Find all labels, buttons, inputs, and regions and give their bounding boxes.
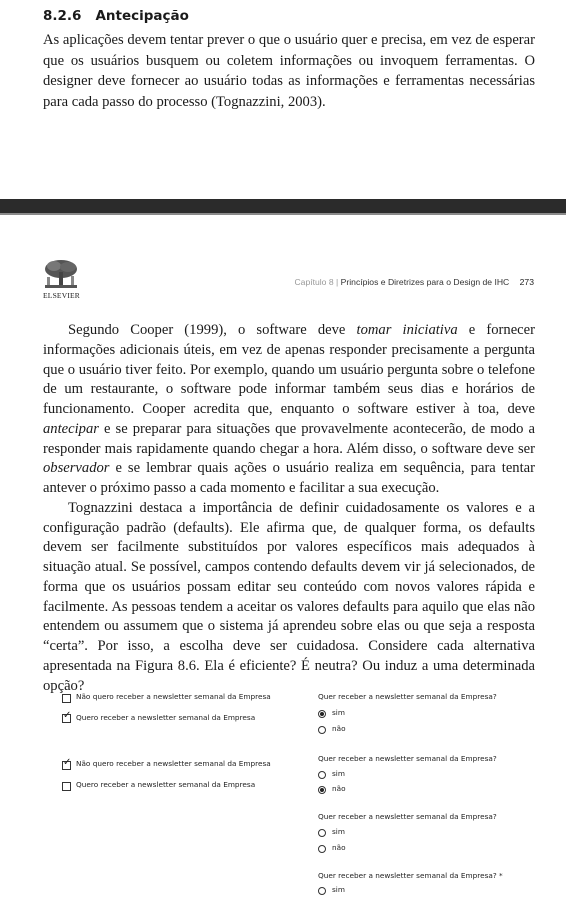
- radio-sim[interactable]: [318, 771, 326, 779]
- radio-label: não: [332, 724, 346, 733]
- radio-label: não: [332, 784, 346, 793]
- radio-label: não: [332, 843, 346, 852]
- chapter-title: Princípios e Diretrizes para o Design de IHC: [340, 277, 510, 287]
- radio-nao[interactable]: [318, 726, 326, 734]
- radio-label: sim: [332, 769, 345, 778]
- section-heading: [43, 8, 189, 24]
- body-text: [43, 321, 535, 696]
- page-separator: [0, 199, 566, 213]
- radio-sim[interactable]: [318, 887, 326, 895]
- checkbox-label: Não quero receber a newsletter semanal da Empresa: [76, 692, 271, 701]
- radio-sim[interactable]: [318, 829, 326, 837]
- publisher-name: ELSEVIER: [43, 291, 81, 300]
- radio-sim[interactable]: [318, 710, 326, 718]
- radio-nao[interactable]: [318, 845, 326, 853]
- radio-question: Quer receber a newsletter semanal da Empresa?: [318, 812, 497, 821]
- radio-question: Quer receber a newsletter semanal da Empresa? *: [318, 871, 503, 880]
- radio-label: sim: [332, 708, 345, 717]
- checkbox-label: Quero receber a newsletter semanal da Empresa: [76, 780, 256, 789]
- intro-paragraph: As aplicações devem tentar prever o que o usuário quer e precisa, em vez de esperar que os usuários busquem ou coletem informações ou invoquem ferramentas. O designer deve fornecer ao usuário todas as informações e ferramentas necessárias para cada passo do processo (Tognazzini, 2003).: [43, 32, 535, 110]
- checkbox-opt-out[interactable]: [62, 761, 71, 770]
- paragraph-tognazzini: Tognazzini destaca a importância de definir cuidadosamente os valores e a configuração padrão (defaults). Ele afirma que, de qualquer forma, os defaults devem ser facilmente substituídos por valores específicos mais adequados à situação atual. Se possível, campos contendo defaults devem vir já selecionados, de forma que os usuários possam editar seu conteúdo com novos valores rápida e facilmente. As pessoas tendem a aceitar os valores defaults para aquilo que elas não entendem ou assumem que o sistema já aprendeu sobre elas ou que seja a resposta “certa”. Por isso, a escolha deve ser cuidadosa. Considere cada alternativa apresentada na Figura 8.6. Ela é eficiente? É neutra? Ou induz a uma determinada opção?: [43, 499, 535, 694]
- radio-label: sim: [332, 885, 345, 894]
- radio-label: sim: [332, 827, 345, 836]
- radio-question: Quer receber a newsletter semanal da Empresa?: [318, 692, 497, 701]
- checkbox-label: Não quero receber a newsletter semanal da Empresa: [76, 759, 271, 768]
- section-title: Antecipação: [95, 8, 189, 24]
- checkbox-opt-out[interactable]: [62, 694, 71, 703]
- checkbox-opt-in[interactable]: [62, 714, 71, 723]
- radio-nao[interactable]: [318, 786, 326, 794]
- radio-question: Quer receber a newsletter semanal da Empresa?: [318, 754, 497, 763]
- page-separator-edge: [0, 213, 566, 215]
- page-number: 273: [519, 277, 534, 287]
- running-header: [294, 277, 534, 287]
- paragraph-cooper: Segundo Cooper (1999), o software deve tomar iniciativa e fornecer informações adicionais úteis, em vez de apenas responder precisamente a pergunta que o usuário tiver feito. Por exemplo, quando um usuário pergunta sobre o telefone de um restaurante, o software pode informar também seus dias e horários de funcionamento. Cooper acredita que, enquanto o software estiver à toa, deve antecipar e se preparar para situações que provavelmente acontecerão, de modo a responder mais rapidamente quando chegar a hora. Além disso, o software deve ser observador e se lembrar quais ações o usuário realiza em sequência, para tentar antever o próximo passo a cada momento e facilitar a sua execução.: [43, 322, 535, 496]
- header-divider: |: [336, 277, 339, 287]
- chapter-label: Capítulo 8: [294, 277, 334, 287]
- checkbox-opt-in[interactable]: [62, 782, 71, 791]
- checkbox-label: Quero receber a newsletter semanal da Empresa: [76, 713, 256, 722]
- section-number: 8.2.6: [43, 8, 82, 24]
